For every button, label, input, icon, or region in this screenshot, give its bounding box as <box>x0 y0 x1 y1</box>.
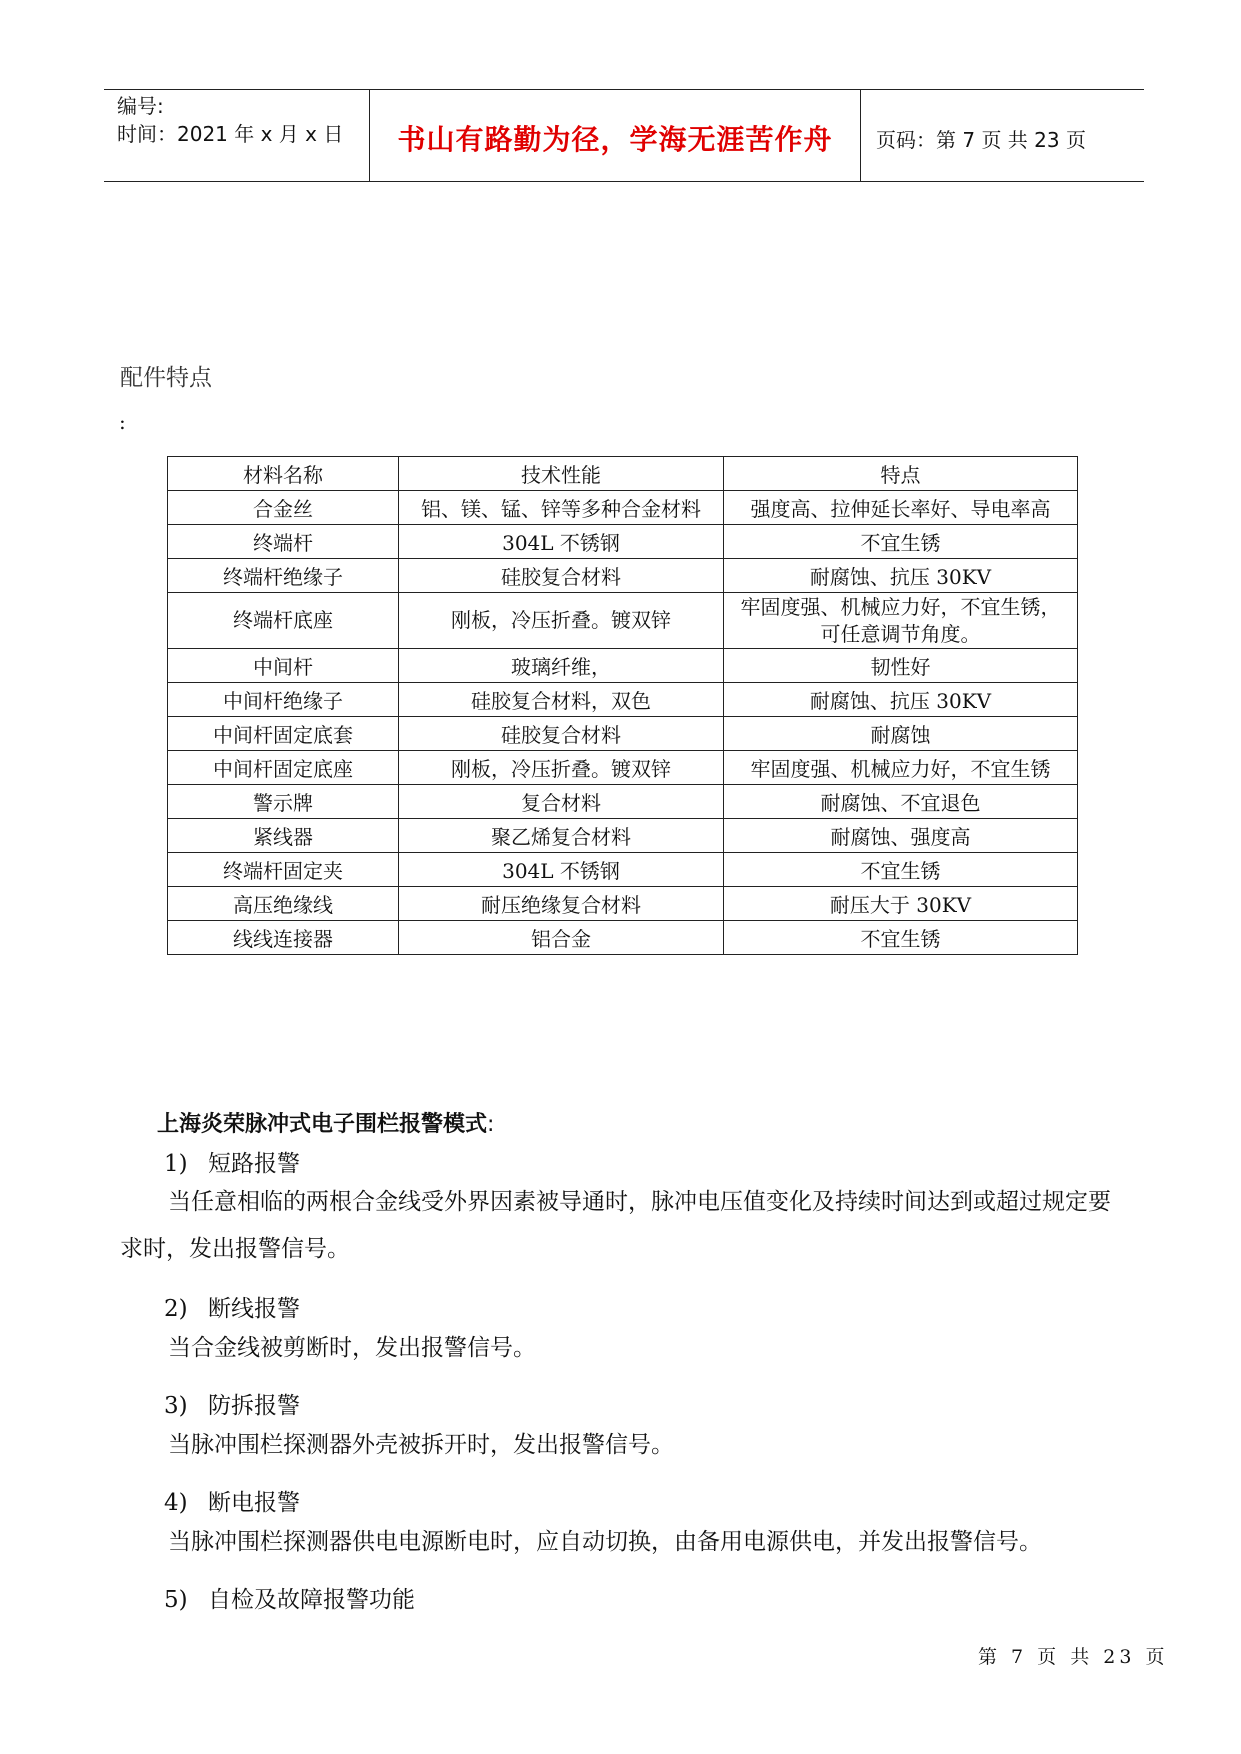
cell-features: 耐腐蚀、强度高 <box>724 819 1078 853</box>
header-motto: 书山有路勤为径，学海无涯苦作舟 <box>397 123 833 156</box>
table-row <box>168 751 1078 785</box>
cell-performance: 复合材料 <box>399 785 724 819</box>
cell-features: 强度高、拉伸延长率好、导电率高 <box>724 491 1078 525</box>
cell-material: 终端杆 <box>168 525 399 559</box>
alarm-item-label: 断电报警 <box>208 1490 300 1516</box>
table-row <box>168 593 1078 649</box>
alarm-item-number: 1) <box>164 1151 188 1177</box>
table-row <box>168 921 1078 955</box>
alarm-item-label: 断线报警 <box>208 1296 300 1322</box>
alarm-item-description: 当合金线被剪断时，发出报警信号。 <box>168 1335 536 1361</box>
header-page-label: 页码：第 7 页 共 23 页 <box>876 128 1086 152</box>
cell-features: 牢固度强、机械应力好，不宜生锈，可任意调节角度。 <box>724 593 1078 649</box>
alarm-item <box>164 1290 300 1323</box>
cell-performance: 硅胶复合材料，双色 <box>399 683 724 717</box>
alarm-item-label: 防拆报警 <box>208 1393 300 1419</box>
serial-label: 编号: <box>117 94 164 118</box>
section-label: 配件特点 <box>120 365 212 391</box>
table-row <box>168 717 1078 751</box>
table-header-row <box>168 457 1078 491</box>
cell-features: 耐压大于 30KV <box>724 887 1078 921</box>
alarm-modes-title-colon: : <box>487 1112 495 1137</box>
cell-material: 中间杆 <box>168 649 399 683</box>
table-row <box>168 491 1078 525</box>
alarm-item-description: 当脉冲围栏探测器供电电源断电时，应自动切换，由备用电源供电，并发出报警信号。 <box>168 1529 1042 1555</box>
cell-performance: 硅胶复合材料 <box>399 559 724 593</box>
cell-features: 不宜生锈 <box>724 921 1078 955</box>
alarm-item <box>164 1581 415 1614</box>
alarm-item-number: 2) <box>164 1296 188 1322</box>
time-label: 时间：2021 年 x 月 x 日 <box>117 122 344 146</box>
table-row <box>168 887 1078 921</box>
section-colon: : <box>119 410 126 434</box>
table-row <box>168 525 1078 559</box>
table-row <box>168 559 1078 593</box>
cell-material: 紧线器 <box>168 819 399 853</box>
cell-material: 高压绝缘线 <box>168 887 399 921</box>
alarm-item-number: 4) <box>164 1490 188 1516</box>
cell-material: 中间杆绝缘子 <box>168 683 399 717</box>
alarm-item <box>164 1145 300 1178</box>
accessory-spec-table <box>167 456 1078 955</box>
cell-features: 牢固度强、机械应力好，不宜生锈 <box>724 751 1078 785</box>
alarm-item-number: 3) <box>164 1393 188 1419</box>
cell-features: 耐腐蚀、不宜退色 <box>724 785 1078 819</box>
cell-features: 韧性好 <box>724 649 1078 683</box>
column-header-features: 特点 <box>724 457 1078 491</box>
table-body <box>168 491 1078 955</box>
cell-performance: 刚板，冷压折叠。镀双锌 <box>399 751 724 785</box>
header-meta <box>117 92 343 148</box>
table-row <box>168 819 1078 853</box>
column-header-material: 材料名称 <box>168 457 399 491</box>
cell-material: 终端杆绝缘子 <box>168 559 399 593</box>
cell-performance: 聚乙烯复合材料 <box>399 819 724 853</box>
alarm-item-label: 自检及故障报警功能 <box>208 1587 415 1613</box>
table-row <box>168 785 1078 819</box>
cell-performance: 铝、镁、锰、锌等多种合金材料 <box>399 491 724 525</box>
table-row <box>168 683 1078 717</box>
cell-performance: 刚板，冷压折叠。镀双锌 <box>399 593 724 649</box>
alarm-item-label: 短路报警 <box>208 1151 300 1177</box>
page-footer: 第 7 页 共 23 页 <box>978 1646 1169 1668</box>
alarm-modes-title-text: 上海炎荣脉冲式电子围栏报警模式 <box>157 1112 488 1137</box>
column-header-performance: 技术性能 <box>399 457 724 491</box>
header-bottom-rule <box>104 181 1144 182</box>
cell-material: 合金丝 <box>168 491 399 525</box>
cell-features: 耐腐蚀 <box>724 717 1078 751</box>
cell-performance: 304L 不锈钢 <box>399 853 724 887</box>
alarm-item-description: 当脉冲围栏探测器外壳被拆开时，发出报警信号。 <box>168 1432 674 1458</box>
cell-material: 中间杆固定底座 <box>168 751 399 785</box>
alarm-modes-title <box>157 1107 494 1138</box>
cell-features: 不宜生锈 <box>724 853 1078 887</box>
cell-performance: 玻璃纤维， <box>399 649 724 683</box>
cell-material: 中间杆固定底套 <box>168 717 399 751</box>
cell-features: 不宜生锈 <box>724 525 1078 559</box>
cell-material: 警示牌 <box>168 785 399 819</box>
table-row <box>168 853 1078 887</box>
alarm-item <box>164 1484 300 1517</box>
cell-features: 耐腐蚀、抗压 30KV <box>724 559 1078 593</box>
cell-material: 终端杆底座 <box>168 593 399 649</box>
table-row <box>168 649 1078 683</box>
cell-features: 耐腐蚀、抗压 30KV <box>724 683 1078 717</box>
cell-performance: 304L 不锈钢 <box>399 525 724 559</box>
alarm-item-number: 5) <box>164 1587 188 1613</box>
alarm-item <box>164 1387 300 1420</box>
cell-performance: 硅胶复合材料 <box>399 717 724 751</box>
cell-performance: 铝合金 <box>399 921 724 955</box>
header-top-rule <box>104 89 1144 90</box>
cell-material: 线线连接器 <box>168 921 399 955</box>
cell-performance: 耐压绝缘复合材料 <box>399 887 724 921</box>
alarm-item-description: 当任意相临的两根合金线受外界因素被导通时，脉冲电压值变化及持续时间达到或超过规定要求时，发出报警信号。 <box>120 1189 1111 1262</box>
header-divider-right <box>860 89 861 182</box>
cell-material: 终端杆固定夹 <box>168 853 399 887</box>
